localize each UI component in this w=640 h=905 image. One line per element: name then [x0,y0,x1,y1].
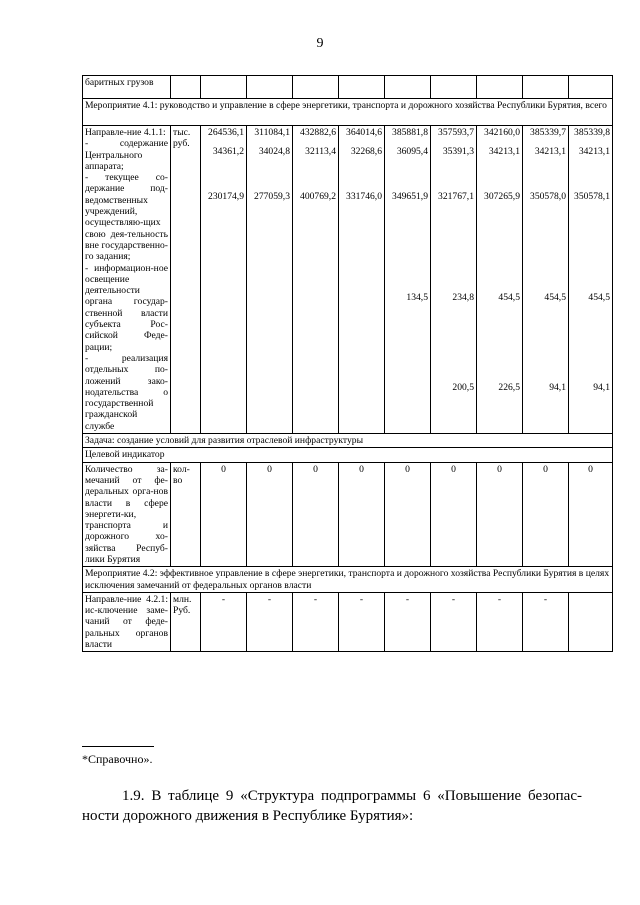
table-row [83,567,613,593]
value-cell: 0 [569,462,613,567]
value-cell: 34361,2 [212,146,244,158]
table-row [83,462,613,567]
value-cell: 134,5 [406,291,428,303]
value-cell: - [385,592,431,651]
value-cell: - [247,592,293,651]
footnote: *Справочно». [82,752,153,766]
event-4-2-heading: Мероприятие 4.2: эффективное управление в сфере энергетики, транспорта и дорожного хозяйства Республики Бурятия в целях исключения замечаний от федеральных органов власти [83,567,613,593]
value-cell: 454,5 [588,291,610,303]
information-coverage-label: - информацион-ное освещение деятельности органа государ-ственной власти субъекта Рос-сийской Феде-рации; [85,262,168,353]
task-heading: Задача: создание условий для развития отраслевой инфраструктуры [83,434,613,448]
value-cell: 454,5 [498,291,520,303]
table-row [83,99,613,126]
value-cell: 385339,8 [574,127,610,138]
value-cell: 34213,1 [578,146,610,158]
value-cell: 34213,1 [488,146,520,158]
value-column [201,126,247,434]
value-cell: - [477,592,523,651]
value-cell: 307265,9 [484,190,520,202]
row-label: баритных грузов [83,76,171,99]
value-cell: 357593,7 [438,127,474,138]
table-row [83,126,613,434]
value-cell: 35391,3 [442,146,474,158]
value-cell: 364014,6 [346,127,382,138]
value-column [293,126,339,434]
value-column [431,126,477,434]
value-column [523,126,569,434]
value-cell: 342160,0 [484,127,520,138]
value-cell: - [431,592,477,651]
value-cell: 94,1 [549,382,566,394]
page-number: 9 [316,36,324,51]
value-cell: 94,1 [593,382,610,394]
value-cell: 321767,1 [438,190,474,202]
value-cell: - [293,592,339,651]
target-indicator-heading: Целевой индикатор [83,448,613,462]
value-cell: 226,5 [498,382,520,394]
table-row [83,448,613,462]
central-apparatus-label: - содержание Центрального аппарата; [85,138,168,172]
body-paragraph: 1.9. В таблице 9 «Структура подпрограммы 6 «Повышение безопас-ности дорожного движения в Республике Бурятия»: [82,788,582,824]
count-label: Количество за-мечаний от фе-деральных орга-нов власти в сфере энергети-ки, транспорта и дорожного хо-зяйства Респуб-лики Бурятия [83,462,171,567]
value-cell: 0 [385,462,431,567]
value-cell: 385339,7 [530,127,566,138]
value-column [385,126,431,434]
value-cell: 350578,0 [530,190,566,202]
table-row [83,76,613,99]
legislation-implementation-label: - реализация отдельных по-ложений зако-нодательства о государственной гражданской службе [85,352,168,432]
value-cell: 200,5 [452,382,474,394]
event-4-1-heading: Мероприятие 4.1: руководство и управление в сфере энергетики, транспорта и дорожного хозяйства Республики Бурятия, всего [83,99,613,126]
unit-cell: тыс. руб. [171,126,201,434]
value-cell: 0 [477,462,523,567]
value-cell: 400769,2 [300,190,336,202]
value-cell: 311084,1 [254,127,290,138]
value-cell: 0 [201,462,247,567]
direction-4-2-1-label: Направле-ние 4.2.1: ис-ключение заме-чаний от феде-ральных органов власти [83,592,171,651]
value-cell: 350578,1 [574,190,610,202]
value-cell: 34213,1 [534,146,566,158]
value-column [569,126,613,434]
value-column [247,126,293,434]
value-cell: 385881,8 [392,127,428,138]
value-cell [569,592,613,651]
value-cell: 234,8 [452,291,474,303]
value-cell: 349651,9 [392,190,428,202]
program-structure-table [82,75,613,652]
value-cell: 32268,6 [350,146,382,158]
footnote-rule [82,746,154,747]
value-cell: 32113,4 [305,146,336,158]
value-cell: 230174,9 [208,190,244,202]
current-maintenance-label: - текущее со-держание под-ведомственных учреждений, осуществляю-щих свою дея-тельность вне государственно-го задания; [85,172,168,263]
value-cell: 0 [339,462,385,567]
row-label-stack [83,126,171,434]
value-cell: 36095,4 [396,146,428,158]
value-cell: 0 [523,462,569,567]
value-column [339,126,385,434]
value-cell: 454,5 [544,291,566,303]
value-cell: 34024,8 [258,146,290,158]
direction-4-1-1-label: Направле-ние 4.1.1: [85,127,166,138]
value-column [477,126,523,434]
unit-cell: кол-во [171,462,201,567]
value-cell: 264536,1 [208,127,244,138]
value-cell: - [523,592,569,651]
table-row [83,592,613,651]
value-cell: 432882,6 [300,127,336,138]
unit-cell: млн. Руб. [171,592,201,651]
value-cell: - [339,592,385,651]
value-cell: 0 [247,462,293,567]
value-cell: 0 [431,462,477,567]
value-cell: 331746,0 [346,190,382,202]
value-cell: 0 [293,462,339,567]
value-cell: 277059,3 [254,190,290,202]
table-row [83,434,613,448]
value-cell: - [201,592,247,651]
